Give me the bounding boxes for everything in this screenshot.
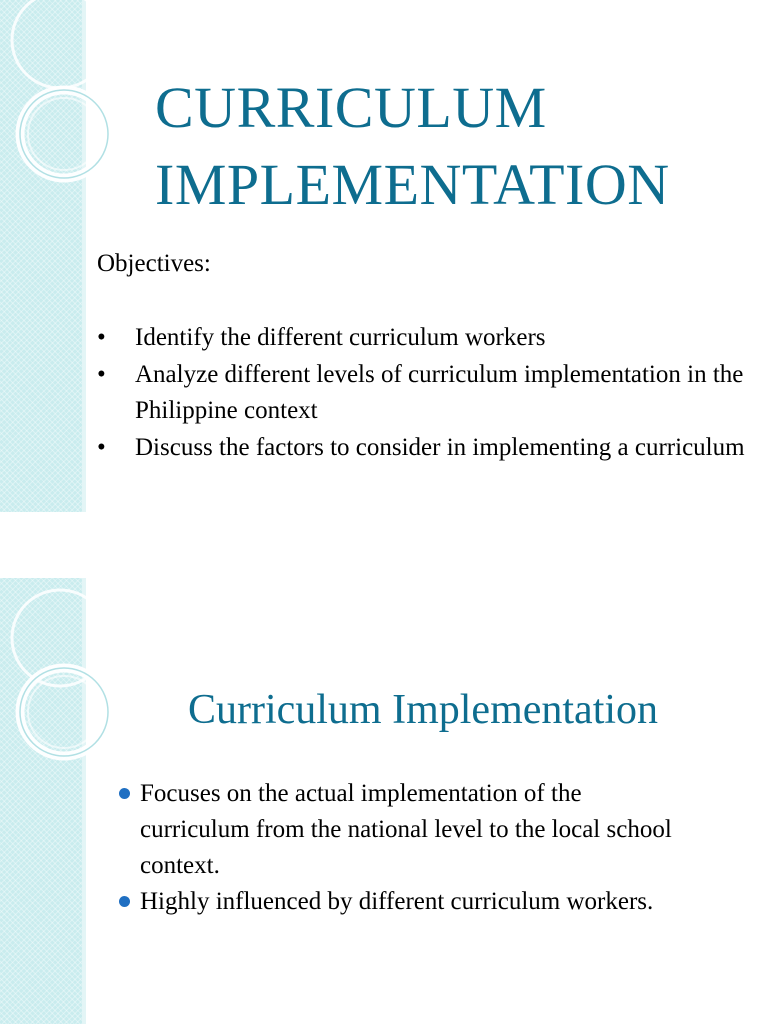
list-item-text: Discuss the factors to consider in implementing a curriculum	[135, 433, 745, 461]
list-item	[97, 357, 747, 430]
circle-ring-icon	[0, 578, 130, 778]
bullet-dot-icon	[119, 788, 130, 799]
list-item-text: Focuses on the actual implementation of the curriculum from the national level to the local school context.	[140, 780, 672, 879]
slide-gap	[0, 512, 768, 578]
objectives-list	[97, 320, 747, 466]
bullet-icon: •	[97, 324, 106, 351]
list-item	[97, 430, 747, 467]
slide-title: CURRICULUM IMPLEMENTATION	[155, 75, 670, 217]
circle-ring-icon	[0, 0, 130, 200]
list-item	[117, 776, 697, 884]
objectives-heading: Objectives:	[97, 250, 211, 277]
slide-2	[0, 578, 768, 1024]
list-item-text: Analyze different levels of curriculum implementation in the Philippine context	[135, 360, 744, 424]
bullet-icon: •	[97, 360, 106, 388]
list-item	[117, 884, 697, 920]
slide-title: Curriculum Implementation	[187, 687, 659, 733]
list-item-text: Identify the different curriculum workers	[135, 324, 546, 351]
list-item-text: Highly influenced by different curriculum workers.	[140, 888, 654, 915]
bullet-dot-icon	[119, 896, 130, 907]
list-item	[97, 320, 747, 357]
bullet-icon: •	[97, 433, 106, 461]
bullet-list	[117, 776, 697, 920]
